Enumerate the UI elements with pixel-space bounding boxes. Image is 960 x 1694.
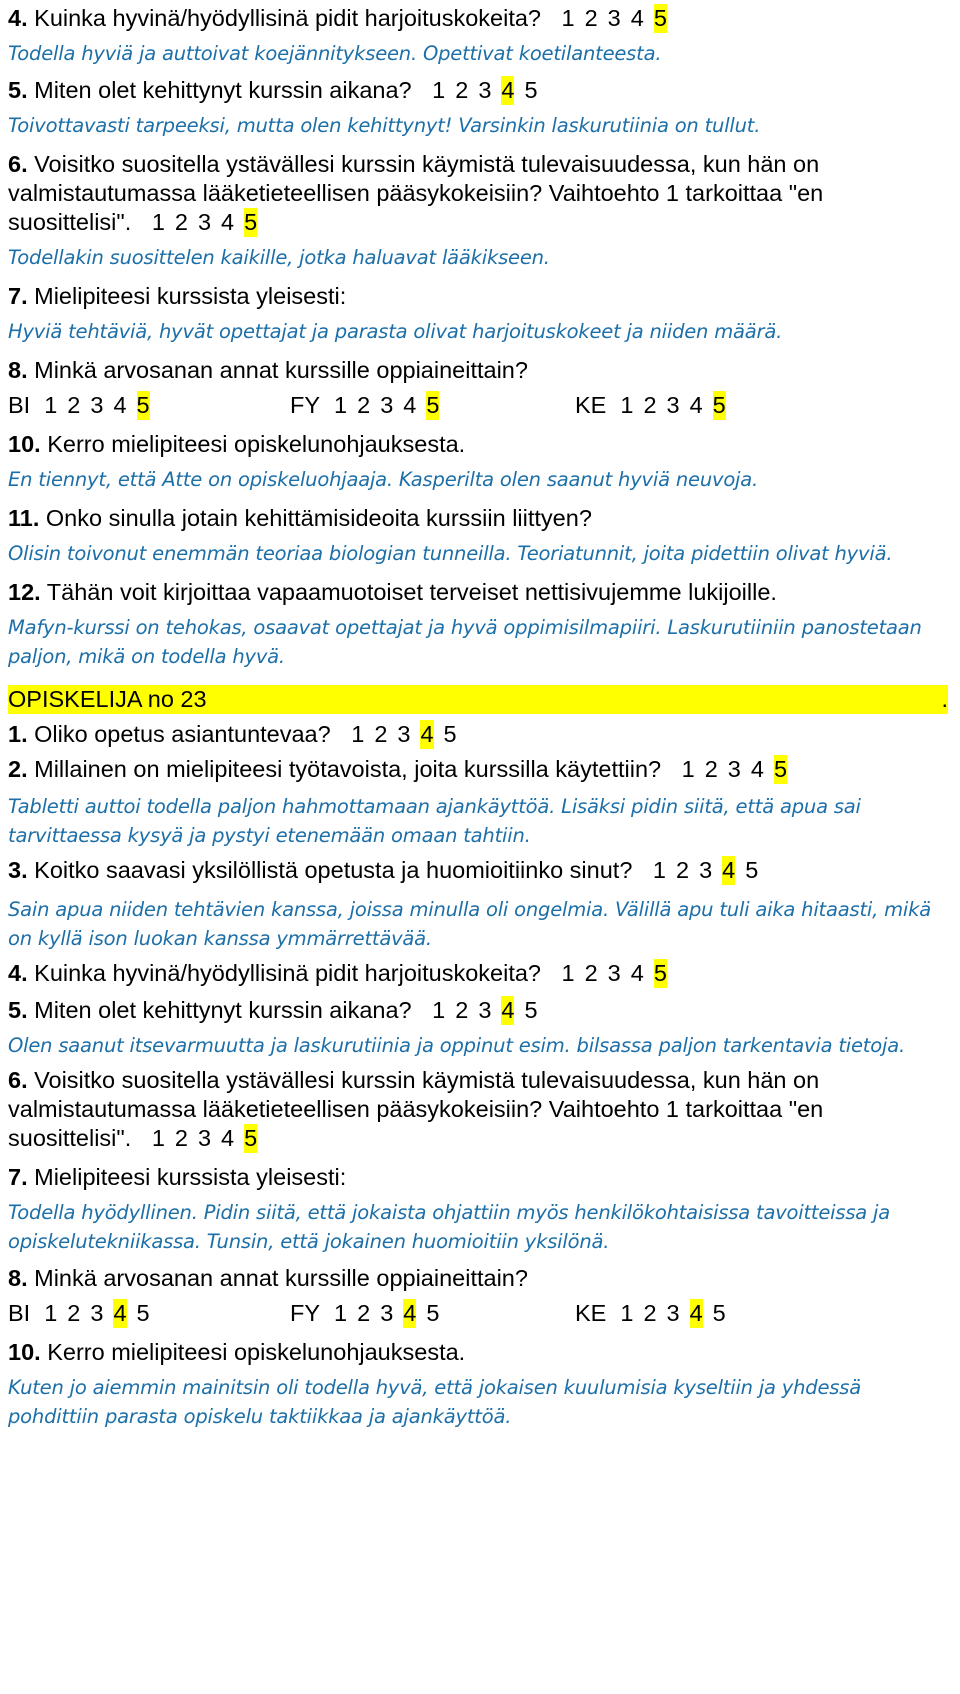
question xyxy=(8,996,948,1025)
subject-grade-fy xyxy=(290,391,575,420)
rating-option: 2 xyxy=(676,857,690,883)
rating-option: 3 xyxy=(699,857,713,883)
rating-option: 2 xyxy=(67,392,81,418)
question xyxy=(8,720,948,749)
rating-scale xyxy=(418,997,537,1023)
rating-option-selected: 5 xyxy=(244,1125,258,1151)
question xyxy=(8,959,948,988)
answer-text: Tabletti auttoi todella paljon hahmottamaan ajankäyttöä. Lisäksi pidin siitä, että apua sai tarvittaessa kysyä ja pystyi etenemään omaan tahtiin. xyxy=(8,795,861,847)
rating-option: 2 xyxy=(455,997,469,1023)
rating-option: 1 xyxy=(620,392,634,418)
rating-option: 5 xyxy=(426,1300,440,1326)
answer-text: Hyviä tehtäviä, hyvät opettajat ja parasta olivat harjoituskokeet ja niiden määrä. xyxy=(8,320,783,343)
answer-text: En tiennyt, että Atte on opiskeluohjaaja. Kasperilta olen saanut hyviä neuvoja. xyxy=(8,468,759,491)
rating-scale xyxy=(418,77,537,103)
rating-option: 1 xyxy=(151,1125,165,1151)
rating-scale xyxy=(606,1300,725,1326)
rating-option-selected: 4 xyxy=(420,721,434,747)
rating-option: 2 xyxy=(584,5,598,31)
question-number: 7. xyxy=(8,1164,28,1190)
question-number: 7. xyxy=(8,283,28,309)
question-text: Miten olet kehittynyt kurssin aikana? xyxy=(27,77,412,103)
question xyxy=(8,150,948,237)
rating-scale xyxy=(30,392,149,418)
rating-scale xyxy=(668,756,787,782)
rating-option: 3 xyxy=(666,392,680,418)
question-text: Onko sinulla jotain kehittämisideoita kurssiin liittyen? xyxy=(39,505,592,531)
rating-scale xyxy=(337,721,456,747)
question xyxy=(8,76,948,105)
rating-option: 2 xyxy=(643,1300,657,1326)
student-header xyxy=(8,685,948,714)
answer-text: Todella hyödyllinen. Pidin siitä, että jokaista ohjattiin myös henkilökohtaisissa tavoitteissa ja opiskelutekniikassa. Tunsin, että jokainen huomioitiin yksilönä. xyxy=(8,1201,891,1253)
subject-label: FY xyxy=(290,392,321,418)
rating-option: 3 xyxy=(90,1300,104,1326)
question-number: 2. xyxy=(8,756,28,782)
question xyxy=(8,504,948,533)
rating-scale xyxy=(548,960,667,986)
question xyxy=(8,755,948,784)
question xyxy=(8,4,948,33)
rating-option: 4 xyxy=(750,756,764,782)
rating-scale xyxy=(138,209,257,235)
rating-option: 4 xyxy=(221,1125,235,1151)
rating-option: 3 xyxy=(607,960,621,986)
rating-option: 2 xyxy=(357,1300,371,1326)
question-number: 6. xyxy=(8,1067,28,1093)
subject-grade-bi xyxy=(8,1299,290,1328)
rating-option-selected: 5 xyxy=(712,392,726,418)
question-text: Miten olet kehittynyt kurssin aikana? xyxy=(27,997,412,1023)
answer-text: Olen saanut itsevarmuutta ja laskurutiinia ja oppinut esim. bilsassa paljon tarkentavia tietoja. xyxy=(8,1034,905,1057)
question-text: Voisitko suositella ystävällesi kurssin käymistä tulevaisuudessa, kun hän on valmistautumassa lääketieteellisen pääsykokeisiin? Vaihtoehto 1 tarkoittaa "en suosittelisi". xyxy=(8,1067,824,1151)
question-text: Kuinka hyvinä/hyödyllisinä pidit harjoituskokeita? xyxy=(27,960,541,986)
rating-option-selected: 5 xyxy=(136,392,150,418)
rating-option-selected: 4 xyxy=(689,1300,703,1326)
question-number: 1. xyxy=(8,721,28,747)
question-number: 11. xyxy=(8,505,40,531)
rating-option: 3 xyxy=(380,392,394,418)
answer-text: Todella hyviä ja auttoivat koejännitykseen. Opettivat koetilanteesta. xyxy=(8,42,662,65)
survey-document xyxy=(8,4,948,1437)
question-number: 3. xyxy=(8,857,28,883)
rating-option: 2 xyxy=(174,209,188,235)
rating-option-selected: 4 xyxy=(113,1300,127,1326)
question-number: 10. xyxy=(8,1339,41,1365)
rating-option-selected: 4 xyxy=(501,997,515,1023)
rating-option: 1 xyxy=(351,721,365,747)
rating-option: 4 xyxy=(630,5,644,31)
answer-text: Kuten jo aiemmin mainitsin oli todella hyvä, että jokaisen kuulumisia kyseltiin ja yhdessä pohdittiin parasta opiskelu taktiikkaa ja ajankäyttöä. xyxy=(8,1376,861,1428)
rating-option: 3 xyxy=(90,392,104,418)
question xyxy=(8,430,948,459)
rating-option: 5 xyxy=(745,857,759,883)
question-text: Kuinka hyvinä/hyödyllisinä pidit harjoituskokeita? xyxy=(27,5,541,31)
question-text: Millainen on mielipiteesi työtavoista, joita kurssilla käytettiin? xyxy=(27,756,662,782)
rating-option: 3 xyxy=(478,997,492,1023)
subject-grade-ke xyxy=(575,391,726,420)
question-text: Kerro mielipiteesi opiskelunohjauksesta. xyxy=(40,1339,466,1365)
rating-option: 1 xyxy=(652,857,666,883)
rating-scale xyxy=(548,5,667,31)
rating-scale xyxy=(138,1125,257,1151)
rating-option: 4 xyxy=(630,960,644,986)
subject-label: KE xyxy=(575,392,607,418)
rating-option: 1 xyxy=(44,1300,58,1326)
rating-option: 3 xyxy=(607,5,621,31)
question xyxy=(8,578,948,607)
question xyxy=(8,856,948,885)
question xyxy=(8,356,948,385)
question xyxy=(8,282,948,311)
student-header-dot: . xyxy=(941,686,948,712)
rating-option: 5 xyxy=(524,997,538,1023)
rating-option: 3 xyxy=(478,77,492,103)
subject-grades-row xyxy=(8,1299,948,1328)
rating-option: 1 xyxy=(432,997,446,1023)
rating-option-selected: 4 xyxy=(722,857,736,883)
rating-option: 4 xyxy=(403,392,417,418)
question-text: Minkä arvosanan annat kurssille oppiaineittain? xyxy=(27,357,528,383)
question-text: Kerro mielipiteesi opiskelunohjauksesta. xyxy=(40,431,466,457)
rating-option: 2 xyxy=(455,77,469,103)
question-text: Mielipiteesi kurssista yleisesti: xyxy=(27,283,347,309)
subject-grade-ke xyxy=(575,1299,726,1328)
rating-scale xyxy=(639,857,758,883)
rating-option: 2 xyxy=(643,392,657,418)
rating-option-selected: 5 xyxy=(653,5,667,31)
rating-option: 3 xyxy=(397,721,411,747)
rating-option: 1 xyxy=(561,960,575,986)
question xyxy=(8,1066,948,1153)
rating-option: 1 xyxy=(620,1300,634,1326)
question xyxy=(8,1338,948,1367)
rating-option-selected: 4 xyxy=(403,1300,417,1326)
question-number: 8. xyxy=(8,357,28,383)
rating-option: 5 xyxy=(712,1300,726,1326)
rating-option: 4 xyxy=(689,392,703,418)
rating-scale xyxy=(30,1300,149,1326)
question-number: 4. xyxy=(8,5,28,31)
rating-option: 5 xyxy=(443,721,457,747)
rating-option: 1 xyxy=(334,392,348,418)
rating-scale xyxy=(320,1300,439,1326)
rating-option: 1 xyxy=(432,77,446,103)
subject-grade-bi xyxy=(8,391,290,420)
answer-text: Mafyn-kurssi on tehokas, osaavat opettajat ja hyvä oppimisilmapiiri. Laskurutiiniin panostetaan paljon, mikä on todella hyvä. xyxy=(8,616,922,668)
subject-grade-fy xyxy=(290,1299,575,1328)
subject-label: FY xyxy=(290,1300,321,1326)
rating-scale xyxy=(606,392,725,418)
rating-option: 2 xyxy=(67,1300,81,1326)
subject-grades-row xyxy=(8,391,948,420)
rating-option: 1 xyxy=(44,392,58,418)
question-number: 12. xyxy=(8,579,41,605)
rating-option: 3 xyxy=(666,1300,680,1326)
rating-option: 3 xyxy=(727,756,741,782)
answer-text: Toivottavasti tarpeeksi, mutta olen kehittynyt! Varsinkin laskurutiinia on tullut. xyxy=(8,114,761,137)
answer-text: Todellakin suosittelen kaikille, jotka haluavat lääkikseen. xyxy=(8,246,550,269)
rating-option-selected: 5 xyxy=(653,960,667,986)
subject-label: BI xyxy=(8,392,31,418)
question-text: Mielipiteesi kurssista yleisesti: xyxy=(27,1164,347,1190)
rating-option: 3 xyxy=(380,1300,394,1326)
student-header-title: OPISKELIJA no 23 xyxy=(8,686,207,712)
question-number: 8. xyxy=(8,1265,28,1291)
question-text: Minkä arvosanan annat kurssille oppiaineittain? xyxy=(27,1265,528,1291)
question xyxy=(8,1264,948,1293)
question-number: 10. xyxy=(8,431,41,457)
answer-text: Sain apua niiden tehtävien kanssa, joissa minulla oli ongelmia. Välillä apu tuli aika hitaasti, mikä on kyllä ison luokan kanssa ymmärrettävää. xyxy=(8,898,931,950)
question-number: 5. xyxy=(8,997,28,1023)
rating-option: 2 xyxy=(584,960,598,986)
subject-label: KE xyxy=(575,1300,607,1326)
question-text: Tähän voit kirjoittaa vapaamuotoiset terveiset nettisivujemme lukijoille. xyxy=(40,579,777,605)
question-text: Oliko opetus asiantuntevaa? xyxy=(27,721,331,747)
rating-option: 1 xyxy=(151,209,165,235)
rating-option-selected: 5 xyxy=(773,756,788,782)
rating-option-selected: 4 xyxy=(501,77,515,103)
rating-option: 4 xyxy=(113,392,127,418)
question-text: Koitko saavasi yksilöllistä opetusta ja huomioitiinko sinut? xyxy=(27,857,633,883)
rating-option: 2 xyxy=(374,721,388,747)
rating-option: 3 xyxy=(197,1125,212,1151)
rating-option-selected: 5 xyxy=(244,209,258,235)
rating-option: 3 xyxy=(197,209,212,235)
rating-option-selected: 5 xyxy=(426,392,440,418)
rating-option: 5 xyxy=(524,77,538,103)
question-number: 6. xyxy=(8,151,28,177)
answer-text: Olisin toivonut enemmän teoriaa biologian tunneilla. Teoriatunnit, joita pidettiin olivat hyviä. xyxy=(8,542,893,565)
rating-scale xyxy=(320,392,439,418)
question-number: 5. xyxy=(8,77,28,103)
rating-option: 1 xyxy=(681,756,695,782)
rating-option: 2 xyxy=(174,1125,188,1151)
question-text: Voisitko suositella ystävällesi kurssin käymistä tulevaisuudessa, kun hän on valmistautumassa lääketieteellisen pääsykokeisiin? Vaihtoehto 1 tarkoittaa "en suosittelisi". xyxy=(8,151,824,235)
question-number: 4. xyxy=(8,960,28,986)
rating-option: 1 xyxy=(561,5,575,31)
rating-option: 2 xyxy=(357,392,371,418)
question xyxy=(8,1163,948,1192)
rating-option: 5 xyxy=(136,1300,150,1326)
rating-option: 1 xyxy=(334,1300,348,1326)
rating-option: 2 xyxy=(704,756,718,782)
subject-label: BI xyxy=(8,1300,31,1326)
rating-option: 4 xyxy=(221,209,235,235)
